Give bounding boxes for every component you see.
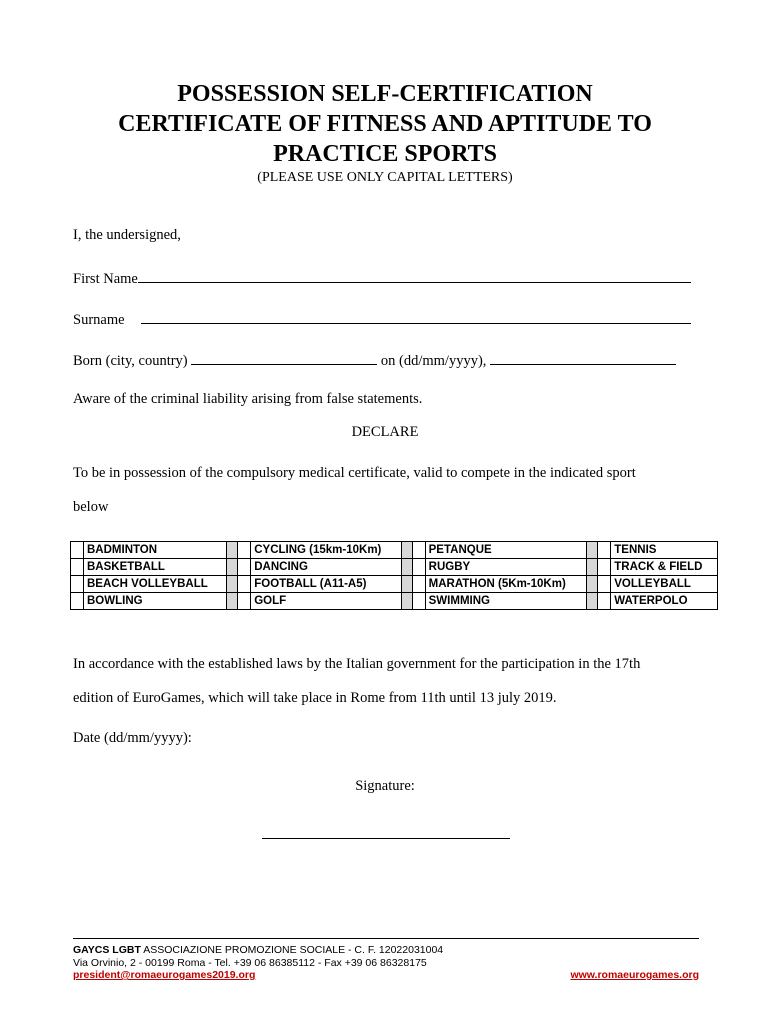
possession-text-line-1: To be in possession of the compulsory medical certificate, valid to compete in the indicated sport: [73, 465, 636, 481]
title-line-1: POSSESSION SELF-CERTIFICATION: [177, 81, 593, 107]
title-line-2: CERTIFICATE OF FITNESS AND APTITUDE TO: [118, 111, 652, 137]
birthplace-field[interactable]: [191, 350, 377, 365]
accordance-text-line-2: edition of EuroGames, which will take place in Rome from 11th until 13 july 2019.: [73, 690, 557, 706]
table-row: [71, 542, 718, 559]
sports-table: [70, 541, 718, 610]
surname-field[interactable]: [141, 309, 691, 324]
sport-label: SWIMMING: [425, 593, 587, 610]
sport-label: BOWLING: [84, 593, 227, 610]
born-label: Born (city, country): [73, 353, 188, 369]
sport-checkbox[interactable]: [412, 593, 425, 610]
capital-letters-note: (PLEASE USE ONLY CAPITAL LETTERS): [257, 170, 513, 185]
surname-row: [73, 309, 691, 329]
possession-text-line-2: below: [73, 499, 109, 515]
sport-label: MARATHON (5Km-10Km): [425, 576, 587, 593]
sport-label: WATERPOLO: [611, 593, 718, 610]
birthdate-label: on (dd/mm/yyyy),: [380, 353, 487, 369]
first-name-field[interactable]: [138, 268, 691, 283]
sport-label: FOOTBALL (A11-A5): [251, 576, 401, 593]
sport-label: DANCING: [251, 559, 401, 576]
sport-checkbox[interactable]: [71, 593, 84, 610]
sport-label: BASKETBALL: [84, 559, 227, 576]
accordance-text-line-1: In accordance with the established laws by the Italian government for the participation in the 17th: [73, 656, 641, 672]
sport-checkbox[interactable]: [598, 593, 611, 610]
footer-organization: [73, 944, 699, 957]
footer-org-name: GAYCS LGBT: [73, 944, 141, 956]
sport-label: PETANQUE: [425, 542, 587, 559]
sport-checkbox[interactable]: [238, 559, 251, 576]
sport-checkbox[interactable]: [238, 576, 251, 593]
sport-checkbox[interactable]: [598, 559, 611, 576]
sport-label: TENNIS: [611, 542, 718, 559]
footer-org-details: ASSOCIAZIONE PROMOZIONE SOCIALE - C. F. 12022031004: [140, 944, 444, 956]
sport-checkbox[interactable]: [598, 542, 611, 559]
sport-checkbox[interactable]: [71, 559, 84, 576]
criminal-liability-text: Aware of the criminal liability arising from false statements.: [73, 391, 423, 407]
signature-field[interactable]: [262, 838, 510, 839]
sport-checkbox[interactable]: [71, 576, 84, 593]
table-row: [71, 559, 718, 576]
born-row: [73, 350, 676, 370]
footer-address: Via Orvinio, 2 - 00199 Roma - Tel. +39 06 86385112 - Fax +39 06 86328175: [73, 956, 427, 969]
sport-label: BEACH VOLLEYBALL: [84, 576, 227, 593]
table-row: [71, 576, 718, 593]
first-name-label: First Name: [73, 271, 138, 287]
undersigned-text: I, the undersigned,: [73, 227, 181, 243]
sport-label: GOLF: [251, 593, 401, 610]
sport-checkbox[interactable]: [71, 542, 84, 559]
date-label: Date (dd/mm/yyyy):: [73, 730, 192, 746]
sport-label: BADMINTON: [84, 542, 227, 559]
table-row: [71, 593, 718, 610]
sport-label: RUGBY: [425, 559, 587, 576]
sport-checkbox[interactable]: [238, 593, 251, 610]
footer-divider: [73, 938, 699, 939]
footer-email-link[interactable]: president@romaeurogames2019.org: [73, 969, 256, 981]
sport-label: VOLLEYBALL: [611, 576, 718, 593]
sport-checkbox[interactable]: [238, 542, 251, 559]
sport-checkbox[interactable]: [598, 576, 611, 593]
sport-checkbox[interactable]: [412, 576, 425, 593]
birthdate-field[interactable]: [490, 350, 676, 365]
title-line-3: PRACTICE SPORTS: [273, 141, 497, 167]
sport-checkbox[interactable]: [412, 542, 425, 559]
footer: [73, 944, 699, 982]
sport-checkbox[interactable]: [412, 559, 425, 576]
first-name-row: [73, 268, 691, 288]
declare-heading: DECLARE: [351, 424, 419, 440]
signature-label: Signature:: [355, 778, 415, 794]
sport-label: CYCLING (15km-10Km): [251, 542, 401, 559]
document-title: [0, 79, 770, 169]
surname-label: Surname: [73, 312, 125, 328]
sport-label: TRACK & FIELD: [611, 559, 718, 576]
footer-website-link[interactable]: www.romaeurogames.org: [570, 969, 699, 981]
